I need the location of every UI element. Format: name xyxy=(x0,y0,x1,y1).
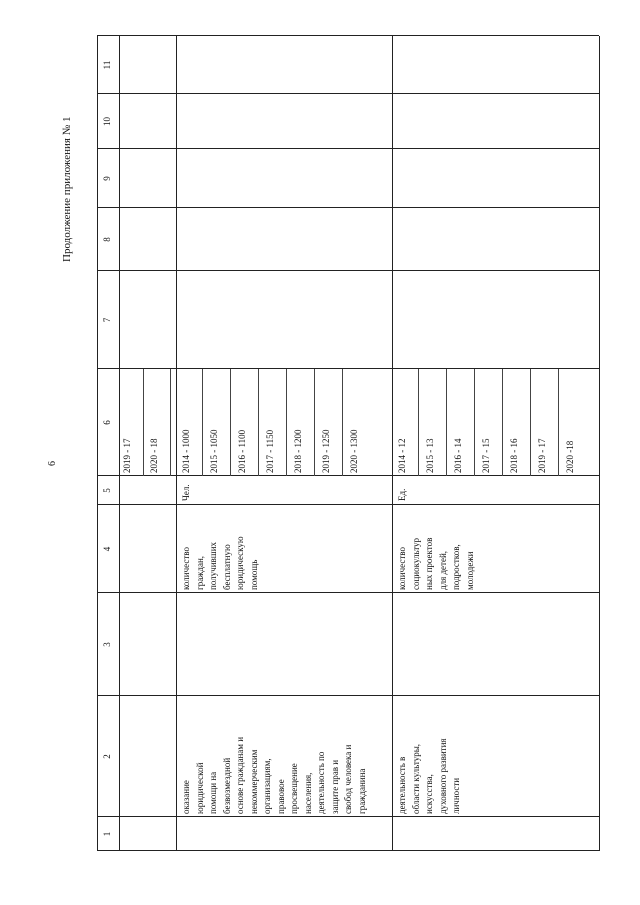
activity-text: населения, xyxy=(302,772,313,814)
table-column-line xyxy=(97,816,599,817)
value-cell: 2018 - 16 xyxy=(509,438,519,473)
activity-text: основе гражданам и xyxy=(235,736,245,814)
indicator-text: граждан, xyxy=(194,555,205,590)
value-divider xyxy=(314,369,315,476)
table-row-line xyxy=(599,36,600,851)
table-column-line xyxy=(97,504,599,505)
activity-text: оказание xyxy=(181,780,191,814)
column-number: 3 xyxy=(102,642,112,647)
table-column-line xyxy=(97,695,599,696)
value-cell: 2017 - 1150 xyxy=(265,429,275,473)
table-column-line xyxy=(97,35,599,36)
value-divider xyxy=(446,369,447,476)
activity-text: правовое xyxy=(275,779,286,814)
value-divider xyxy=(502,369,503,476)
value-divider xyxy=(143,369,144,476)
activity-text: просвещение xyxy=(289,763,299,814)
value-cell: 2020 -18 xyxy=(565,440,575,473)
value-cell: 2019 - 17 xyxy=(537,438,547,473)
value-cell: 2014 - 12 xyxy=(397,438,407,473)
activity-text: искусства, xyxy=(424,774,434,814)
activity-text: свобод человека и xyxy=(343,744,353,814)
indicator-text: количество xyxy=(181,547,191,590)
unit-text: Чел. xyxy=(181,484,191,501)
activity-text: безвозмездной xyxy=(221,757,232,814)
value-divider xyxy=(342,369,343,476)
activity-text: гражданина xyxy=(356,768,367,814)
indicator-text: получивших xyxy=(208,541,218,590)
value-cell: 2014 - 1000 xyxy=(181,429,191,473)
table-column-line xyxy=(97,148,599,149)
table-row-line xyxy=(97,36,98,851)
value-divider xyxy=(258,369,259,476)
value-divider xyxy=(286,369,287,476)
value-cell: 2016 - 14 xyxy=(453,438,463,473)
data-table xyxy=(97,36,599,851)
table-column-line xyxy=(97,592,599,593)
column-number: 10 xyxy=(102,117,112,126)
column-number: 6 xyxy=(102,420,112,425)
activity-text: некоммерческим xyxy=(248,749,259,814)
value-divider xyxy=(202,369,203,476)
indicator-text: молодежи xyxy=(464,551,475,590)
activity-text: помощи на xyxy=(208,771,218,814)
value-divider xyxy=(530,369,531,476)
value-divider xyxy=(418,369,419,476)
value-cell: 2018 - 1200 xyxy=(293,429,303,473)
value-divider xyxy=(474,369,475,476)
activity-text: духовного развития xyxy=(437,738,448,814)
value-divider xyxy=(170,369,171,476)
value-cell: 2015 - 1050 xyxy=(209,429,219,473)
value-cell: 2016 - 1100 xyxy=(237,429,247,473)
activity-text: деятельность по xyxy=(316,751,326,814)
value-cell: 2015 - 13 xyxy=(425,438,435,473)
column-number: 5 xyxy=(102,488,112,493)
column-number: 7 xyxy=(102,317,112,323)
value-cell: 2020 - 1300 xyxy=(349,429,359,473)
value-cell: 2017 - 15 xyxy=(481,438,491,473)
indicator-text: бесплатную xyxy=(221,544,232,590)
indicator-text: подростков, xyxy=(451,544,461,590)
table-column-line xyxy=(97,93,599,94)
column-number: 2 xyxy=(102,754,112,759)
activity-text: юридической xyxy=(194,762,205,814)
table-column-line xyxy=(97,270,599,271)
indicator-text: социокультур xyxy=(410,537,421,590)
table-row-line xyxy=(176,36,177,851)
table-column-line xyxy=(97,368,599,369)
column-number: 8 xyxy=(102,237,112,242)
column-number: 4 xyxy=(102,546,112,552)
indicator-text: для детей, xyxy=(437,550,448,590)
activity-text: личности xyxy=(451,777,461,814)
table-column-line xyxy=(97,850,599,851)
unit-text: Ед. xyxy=(397,488,407,501)
activity-text: деятельность в xyxy=(397,756,407,814)
column-number: 1 xyxy=(102,831,112,837)
indicator-text: ных проектов xyxy=(424,537,434,590)
value-cell: 2020 - 18 xyxy=(149,438,159,473)
column-number: 9 xyxy=(102,176,112,181)
table-row-line xyxy=(119,36,120,851)
value-cell: 2019 - 17 xyxy=(122,438,132,473)
activity-text: защите прав и xyxy=(329,759,340,814)
table-column-line xyxy=(97,207,599,208)
activity-text: области культуры, xyxy=(410,743,421,814)
table-row-line xyxy=(392,36,393,851)
indicator-text: юридическую xyxy=(235,536,245,590)
column-number: 11 xyxy=(102,60,112,70)
value-divider xyxy=(230,369,231,476)
indicator-text: количество xyxy=(397,547,407,590)
activity-text: организациям, xyxy=(262,758,272,814)
appendix-title: Продолжение приложения № 1 xyxy=(61,116,73,262)
table-column-line xyxy=(97,475,599,476)
indicator-text: помощь xyxy=(248,559,259,590)
value-divider xyxy=(558,369,559,476)
page-number: 6 xyxy=(47,461,58,466)
value-cell: 2019 - 1250 xyxy=(321,429,331,473)
